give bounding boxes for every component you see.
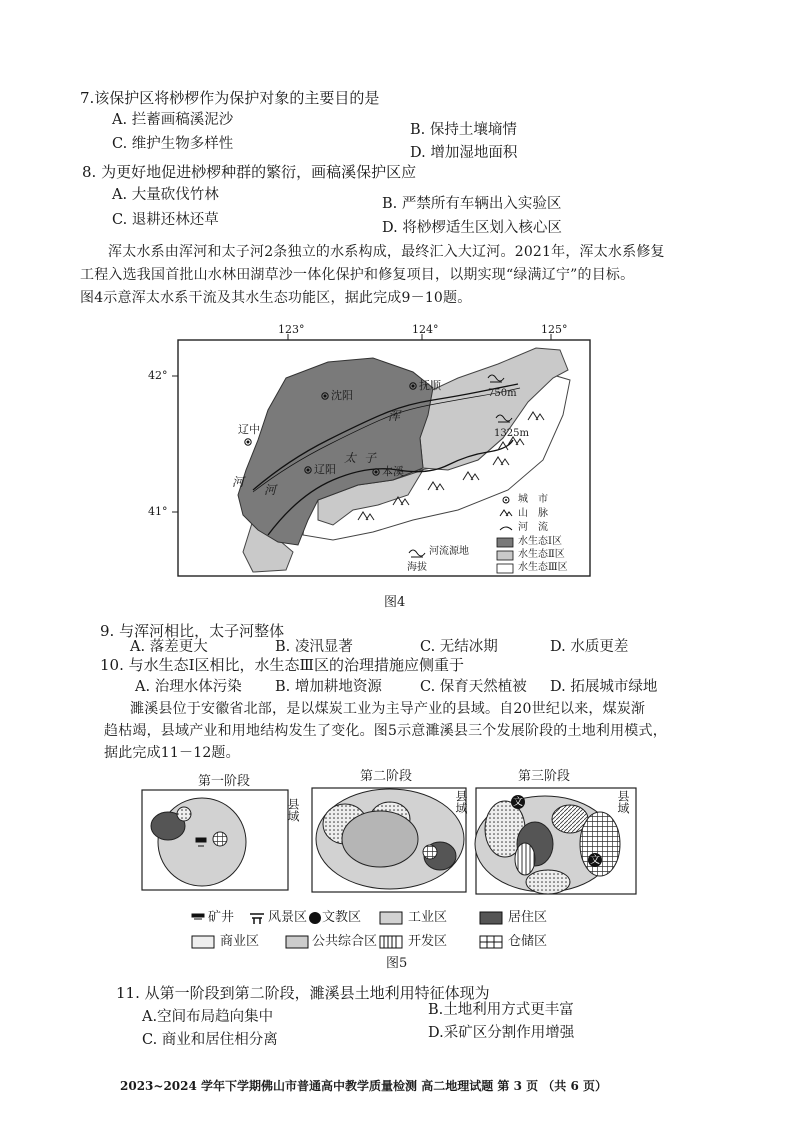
city-liaozhong: 辽中	[238, 423, 260, 436]
stage3-title: 第三阶段	[518, 769, 571, 784]
q10-stem: 10. 与水生态Ⅰ区相比，水生态Ⅲ区的治理措施应侧重于	[100, 656, 465, 674]
passage2-line3: 据此完成11－12题。	[104, 745, 240, 761]
stage1-commercial	[177, 807, 191, 821]
lon-label-124: 124°	[412, 323, 439, 336]
figure4-map	[148, 320, 598, 582]
stage3-commercial-2	[526, 870, 570, 894]
legend-scenic: 风景区	[268, 910, 308, 925]
legend-mine: 矿井	[208, 910, 235, 925]
legend-public: 公共综合区	[312, 934, 378, 949]
q9-option-c: C. 无结冰期	[420, 639, 498, 655]
legend-storage: 仓储区	[508, 934, 548, 949]
lat-label-42: 42°	[148, 369, 168, 382]
stage3-culture-char-1: 文	[513, 797, 523, 808]
q11-stem: 11. 从第一阶段到第二阶段，濉溪县土地利用特征体现为	[116, 984, 490, 1002]
legend-source-elevation: 海拔	[407, 562, 427, 573]
legend-source: 河流源地	[429, 546, 469, 557]
stage3-storage	[580, 812, 620, 876]
stage1-title: 第一阶段	[198, 774, 251, 789]
city-fushun: 抚顺	[419, 379, 441, 392]
stage1-county-label: 县域	[286, 798, 300, 822]
q7-stem: 7.该保护区将桫椤作为保护对象的主要目的是	[80, 89, 380, 107]
legend-culture: 文教区	[322, 910, 362, 925]
q8-option-b: B. 严禁所有车辆出入实验区	[382, 196, 562, 212]
figure5-stages	[140, 784, 640, 904]
stage2-county-label: 县域	[454, 790, 468, 814]
figure5-caption: 图5	[386, 956, 408, 971]
q8-stem: 8. 为更好地促进桫椤种群的繁衍，画稿溪保护区应	[82, 163, 417, 181]
elevation-750: 750m	[488, 388, 517, 399]
q8-option-d: D. 将桫椤适生区划入核心区	[382, 220, 562, 236]
river-char-he-2: 河	[264, 483, 277, 497]
legend-development: 开发区	[408, 934, 448, 949]
legend-zone3: 水生态Ⅲ区	[518, 562, 568, 573]
stage3-development	[515, 843, 535, 875]
river-char-hun: 浑	[388, 409, 401, 423]
stage2-title: 第二阶段	[360, 769, 413, 784]
figure4-caption: 图4	[384, 595, 406, 610]
q7-option-c: C. 维护生物多样性	[112, 136, 234, 152]
city-shenyang: 沈阳	[331, 389, 353, 402]
q11-option-b: B.土地利用方式更丰富	[428, 1002, 574, 1018]
q9-option-a: A. 落差更大	[130, 639, 208, 655]
legend-commercial: 商业区	[220, 934, 260, 949]
q9-option-b: B. 凌汛显著	[275, 639, 353, 655]
q10-option-a: A. 治理水体污染	[135, 679, 242, 695]
river-char-zi: 子	[364, 451, 377, 465]
river-char-tai: 太	[344, 451, 357, 465]
stage2-storage	[423, 845, 437, 859]
river-char-he-1: 河	[232, 475, 245, 489]
passage1-line3: 图4示意浑太水系干流及其水生态功能区，据此完成9－10题。	[80, 290, 472, 306]
q7-option-b: B. 保持土壤墒情	[410, 122, 517, 138]
stage3-culture-char-2: 文	[590, 855, 600, 866]
q11-option-d: D.采矿区分割作用增强	[428, 1025, 575, 1041]
lat-label-41: 41°	[148, 505, 168, 518]
q7-option-a: A. 拦蓄画稿溪泥沙	[112, 112, 234, 128]
elevation-1325: 1325m	[494, 428, 529, 439]
city-benxi: 本溪	[382, 465, 404, 478]
legend-mountain: 山 脉	[518, 508, 548, 519]
q8-option-a: A. 大量砍伐竹林	[112, 187, 219, 203]
city-liaoyang: 辽阳	[314, 463, 336, 476]
q11-option-c: C. 商业和居住相分离	[142, 1032, 278, 1048]
page-footer: 2023~2024 学年下学期佛山市普通高中教学质量检测 高二地理试题 第 3 页 （共 6 页）	[120, 1079, 607, 1093]
q9-stem: 9. 与浑河相比，太子河整体	[100, 622, 285, 640]
stage1-storage	[213, 832, 227, 846]
q11-option-a: A.空间布局趋向集中	[142, 1009, 274, 1025]
legend-zone2: 水生态Ⅱ区	[518, 549, 565, 560]
q10-option-c: C. 保育天然植被	[420, 679, 527, 695]
lon-label-123: 123°	[278, 323, 305, 336]
q8-option-c: C. 退耕还林还草	[112, 212, 219, 228]
lon-label-125: 125°	[541, 323, 568, 336]
q7-option-d: D. 增加湿地面积	[410, 145, 518, 161]
legend-residential: 居住区	[508, 910, 548, 925]
passage1-line2: 工程入选我国首批山水林田湖草沙一体化保护和修复项目，以期实现“绿满辽宁”的目标。	[80, 267, 635, 283]
q10-option-d: D. 拓展城市绿地	[550, 679, 658, 695]
legend-river: 河 流	[518, 522, 548, 533]
legend-industrial: 工业区	[408, 910, 448, 925]
passage2-line2: 趋枯竭，县域产业和用地结构发生了变化。图5示意濉溪县三个发展阶段的土地利用模式，	[104, 723, 667, 739]
passage2-line1: 濉溪县位于安徽省北部，是以煤炭工业为主导产业的县域。自20世纪以来，煤炭渐	[130, 701, 646, 717]
legend-zone1: 水生态Ⅰ区	[518, 536, 562, 547]
legend-city: 城 市	[518, 494, 548, 505]
passage1-line1: 浑太水系由浑河和太子河2条独立的水系构成，最终汇入大辽河。2021年，浑太水系修复	[108, 244, 665, 260]
q9-option-d: D. 水质更差	[550, 639, 629, 655]
stage3-county-label: 县域	[616, 790, 630, 814]
stage2-industrial	[342, 811, 418, 867]
q10-option-b: B. 增加耕地资源	[275, 679, 382, 695]
